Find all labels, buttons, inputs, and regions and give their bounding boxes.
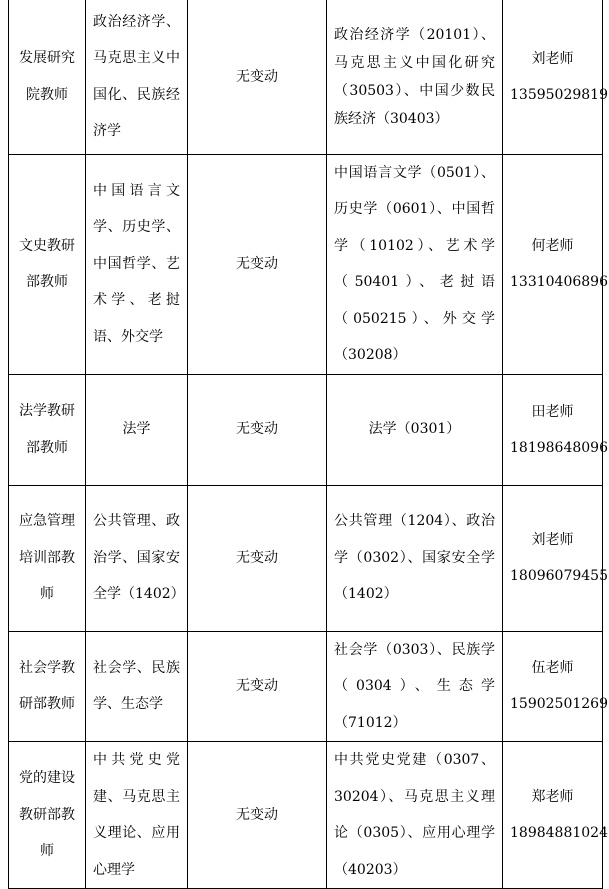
- change-cell: 无变动: [188, 154, 327, 374]
- table-row: [9, 631, 603, 742]
- department-cell: 社会学教研部教师: [9, 631, 86, 742]
- department-cell: 文史教研部教师: [9, 154, 86, 374]
- contact-name: 田老师: [531, 403, 574, 420]
- contact-name: 伍老师: [531, 660, 574, 677]
- contact-name: 何老师: [531, 238, 574, 254]
- table-row: [9, 154, 603, 374]
- contact-cell: [503, 0, 608, 154]
- change-cell: 无变动: [188, 0, 327, 154]
- change-cell: 无变动: [188, 374, 327, 485]
- table-row: [9, 374, 603, 485]
- contact-cell: [503, 154, 608, 374]
- contact-name: 刘老师: [531, 50, 574, 67]
- change-cell: 无变动: [188, 485, 327, 631]
- contact-phone: 13595029819: [510, 86, 608, 103]
- change-cell: 无变动: [188, 742, 327, 889]
- table-row: [9, 742, 603, 889]
- codes-cell: 政治经济学（20101）、马克思主义中国化研究（30503）、中国少数民族经济（30403）: [327, 0, 503, 154]
- department-cell: 法学教研部教师: [9, 374, 86, 485]
- disciplines-cell: 政治经济学、马克思主义中国化、民族经济学: [86, 0, 188, 154]
- change-cell: 无变动: [188, 631, 327, 742]
- contact-cell: [503, 631, 608, 742]
- codes-cell: 法学（0301）: [327, 374, 503, 485]
- disciplines-cell: 法学: [86, 374, 188, 485]
- contact-name: 郑老师: [531, 789, 574, 805]
- department-cell: 应急管理培训部教师: [9, 485, 86, 631]
- department-cell: 发展研究院教师: [9, 0, 86, 154]
- table-row: [9, 485, 603, 631]
- contact-phone: 15902501269: [510, 696, 608, 713]
- recruitment-table: [8, 0, 608, 889]
- contact-phone: 18096079455: [510, 568, 608, 584]
- disciplines-cell: 社会学、民族学、生态学: [86, 631, 188, 742]
- codes-cell: 社会学（0303）、民族学（0304）、生态学（71012）: [327, 631, 503, 742]
- contact-phone: 18198648096: [510, 439, 608, 456]
- contact-phone: 18984881024: [510, 825, 608, 841]
- contact-name: 刘老师: [531, 532, 574, 548]
- department-cell: 党的建设教研部教师: [9, 742, 86, 889]
- disciplines-cell: 中共党史党建、马克思主义理论、应用心理学: [86, 742, 188, 889]
- contact-cell: [503, 485, 608, 631]
- contact-cell: [503, 374, 608, 485]
- disciplines-cell: 公共管理、政治学、国家安全学（1402）: [86, 485, 188, 631]
- table-row: [9, 0, 603, 154]
- codes-cell: 公共管理（1204）、政治学（0302）、国家安全学（1402）: [327, 485, 503, 631]
- codes-cell: 中国语言文学（0501）、历史学（0601）、中国哲学（10102）、艺术学（50401）、老挝语（050215）、外交学（30208）: [327, 154, 503, 374]
- disciplines-cell: 中国语言文学、历史学、中国哲学、艺术学、老挝语、外交学: [86, 154, 188, 374]
- contact-phone: 13310406896: [510, 274, 608, 290]
- codes-cell: 中共党史党建（0307、30204）、马克思主义理论（0305）、应用心理学（40203）: [327, 742, 503, 889]
- contact-cell: [503, 742, 608, 889]
